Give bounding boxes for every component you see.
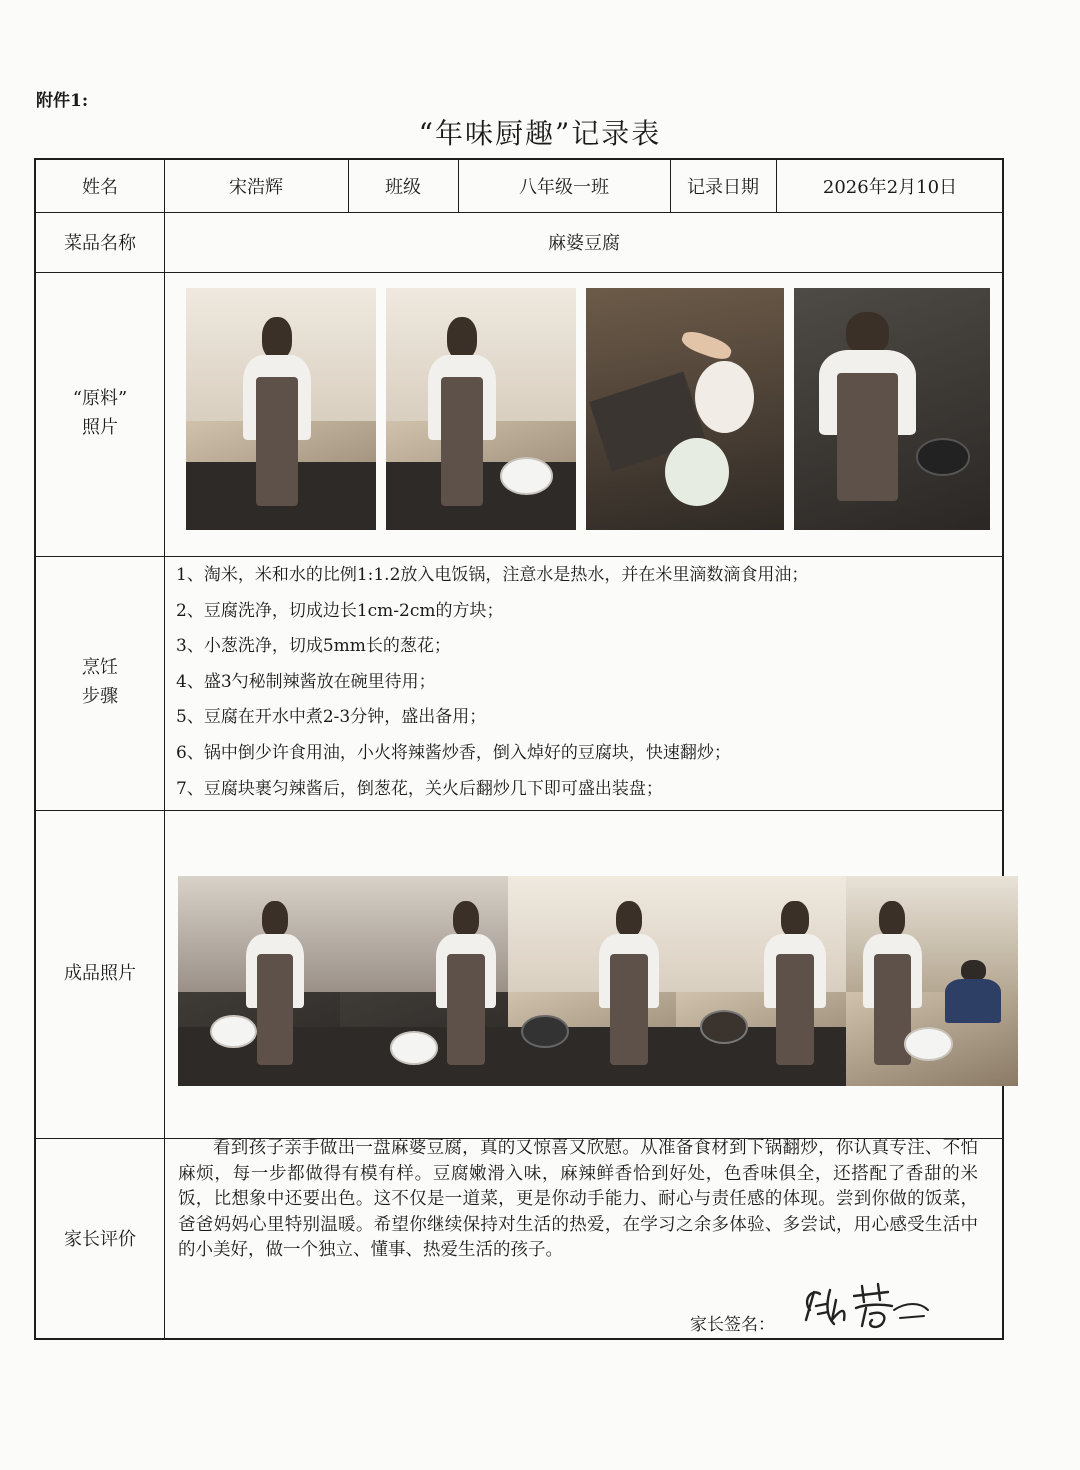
row-divider [36,556,1002,557]
ingredients-label-line1: “原料” [72,388,128,410]
class-value: 八年级一班 [519,177,609,198]
steps-label-line2: 步骤 [82,686,118,707]
finished-photo [178,876,340,1086]
finished-photo [846,876,1018,1086]
ingredients-label [36,272,164,556]
steps-label [36,556,164,810]
parent-comment [178,1136,978,1264]
ingredient-photo [386,288,576,530]
finished-photo [508,876,676,1086]
parent-signature [796,1280,936,1332]
dish-label: 菜品名称 [64,233,136,254]
attachment-label: 附件1: [36,91,89,111]
step-item: 7、豆腐块裹匀辣酱后，倒葱花，关火后翻炒几下即可盛出装盘； [176,778,663,799]
ingredient-photo [794,288,990,530]
row-divider [36,272,1002,273]
name-value: 宋浩辉 [229,177,283,198]
name-label: 姓名 [82,177,118,198]
ingredient-photo [186,288,376,530]
steps-list [176,558,976,807]
date-label: 记录日期 [687,177,759,198]
col-divider [164,160,165,1338]
step-item: 4、盛3勺秘制辣酱放在碗里待用； [176,671,436,692]
comment-label: 家长评价 [64,1228,136,1250]
dish-value: 麻婆豆腐 [548,233,620,254]
step-item: 1、淘米，米和水的比例1:1.2放入电饭锅，注意水是热水，并在米里滴数滴食用油； [176,565,809,585]
step-item: 5、豆腐在开水中煮2-3分钟，盛出备用； [176,707,487,728]
class-label: 班级 [385,177,421,198]
steps-label-line1: 烹饪 [82,657,118,679]
finished-photo [676,876,846,1086]
row-divider [36,810,1002,811]
form-title: “年味厨趣”记录表 [418,117,662,150]
finished-label: 成品照片 [64,962,136,984]
step-item: 6、锅中倒少许食用油，小火将辣酱炒香，倒入焯好的豆腐块，快速翻炒； [176,742,731,763]
finished-photo [340,876,508,1086]
ingredient-photo [586,288,784,530]
date-value: 2026年2月10日 [822,177,958,198]
parent-comment-text: 看到孩子亲手做出一盘麻婆豆腐，真的又惊喜又欣慰。从准备食材到下锅翻炒，你认真专注、不怕麻烦，每一步都做得有模有样。豆腐嫩滑入味，麻辣鲜香恰到好处，色香味俱全，还搭配了香甜的米饭，比想象中还要出色。这不仅是一道菜，更是你动手能力、耐心与责任感的体现。尝到你做的饭菜，爸爸妈妈心里特别温暖。希望你继续保持对生活的热爱，在学习之余多体验、多尝试，用心感受生活中的小美好，做一个独立、懂事、热爱生活的孩子。 [178,1138,978,1260]
ingredients-label-line2: 照片 [82,417,118,438]
step-item: 2、豆腐洗净，切成边长1cm-2cm的方块； [176,600,504,621]
step-item: 3、小葱洗净，切成5mm长的葱花； [176,636,451,657]
parent-sign-label: 家长签名： [690,1315,775,1335]
